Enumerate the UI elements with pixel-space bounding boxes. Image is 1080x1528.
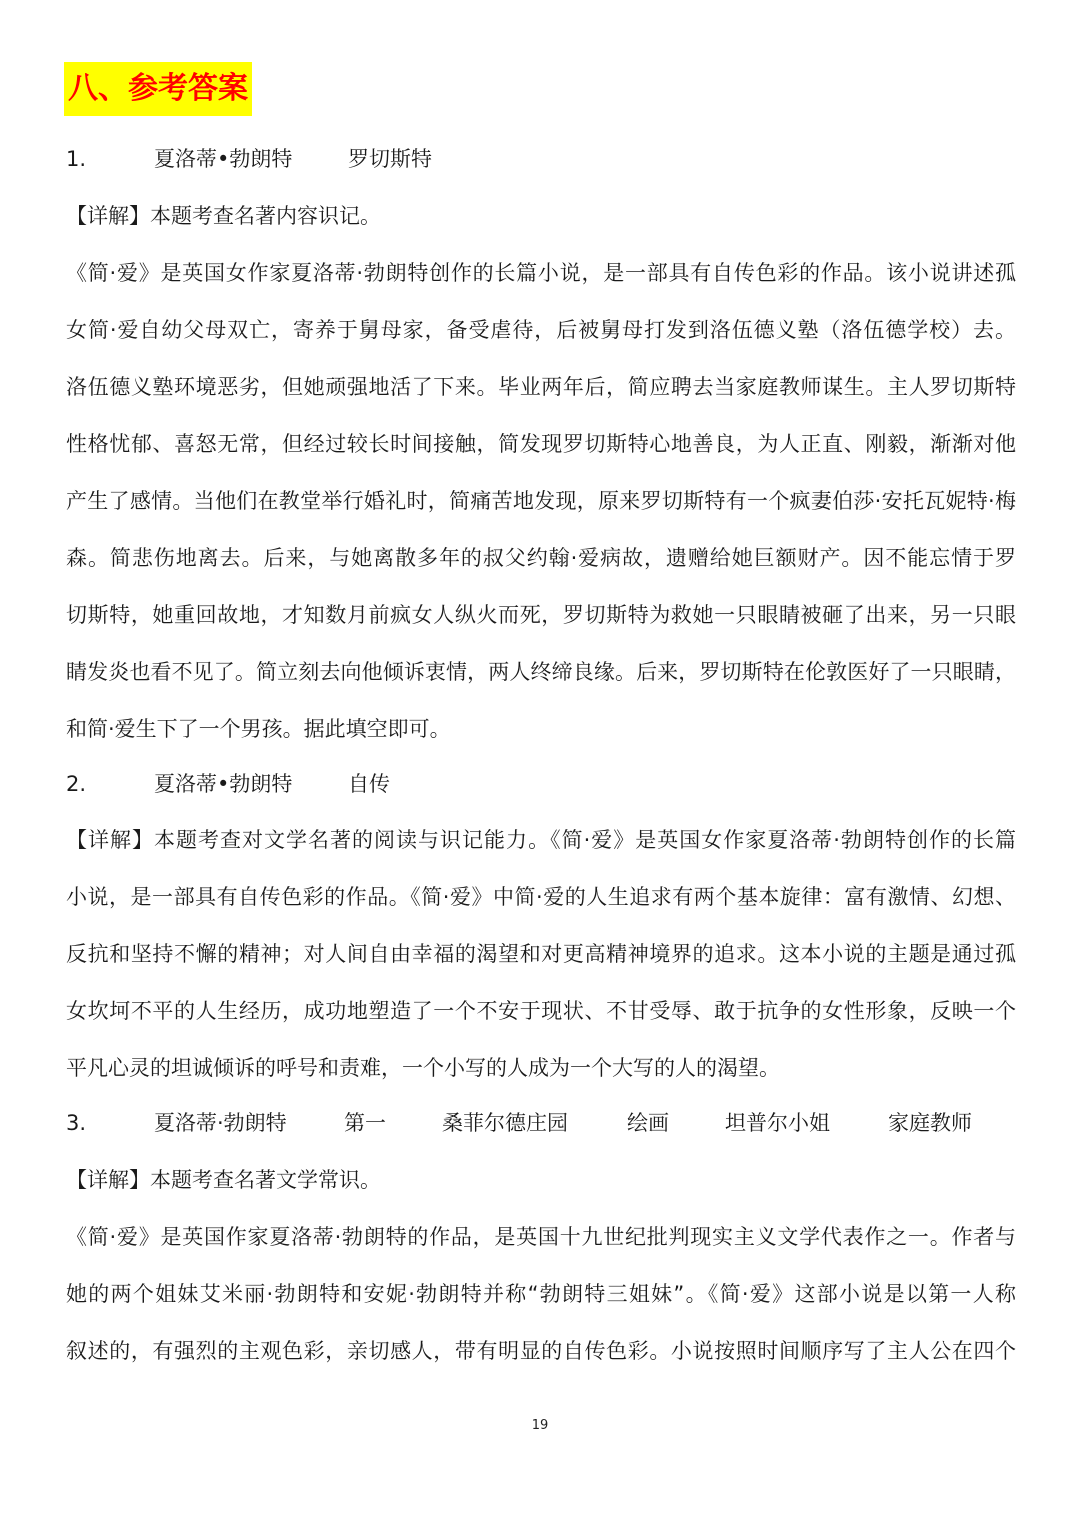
q2-number: 2. bbox=[66, 772, 87, 796]
q2-paragraph-line: 小说，是一部具有自传色彩的作品。《简·爱》中简·爱的人生追求有两个基本旋律：富有激情、幻想、 bbox=[66, 885, 1016, 909]
q2-paragraph-line: 【详解】本题考查对文学名著的阅读与识记能力。《简·爱》是英国女作家夏洛蒂·勃朗特创作的长篇 bbox=[66, 828, 1016, 852]
q1-paragraph-line: 女简·爱自幼父母双亡，寄养于舅母家，备受虐待，后被舅母打发到洛伍德义塾（洛伍德学校）去。 bbox=[66, 318, 1016, 342]
q1-paragraph-line: 性格忧郁、喜怒无常，但经过较长时间接触，简发现罗切斯特心地善良，为人正直、刚毅，渐渐对他 bbox=[66, 432, 1016, 456]
page-number: 19 bbox=[531, 1418, 549, 1433]
q2-paragraph-line: 女坎坷不平的人生经历，成功地塑造了一个不安于现状、不甘受辱、敢于抗争的女性形象，反映一个 bbox=[66, 999, 1016, 1023]
section-title: 八、参考答案 bbox=[64, 62, 252, 116]
q3-answer-5: 坦普尔小姐 bbox=[725, 1111, 830, 1135]
q1-paragraph-line: 切斯特，她重回故地，才知数月前疯女人纵火而死，罗切斯特为救她一只眼睛被砸了出来，另一只眼 bbox=[66, 603, 1016, 627]
q2-paragraph-line: 反抗和坚持不懈的精神；对人间自由幸福的渴望和对更高精神境界的追求。这本小说的主题是通过孤 bbox=[66, 942, 1016, 966]
q1-paragraph-line: 睛发炎也看不见了。简立刻去向他倾诉衷情，两人终缔良缘。后来，罗切斯特在伦敦医好了一只眼睛， bbox=[66, 660, 1016, 684]
q1-paragraph-line: 产生了感情。当他们在教堂举行婚礼时，简痛苦地发现，原来罗切斯特有一个疯妻伯莎·安托瓦妮特·梅 bbox=[66, 489, 1016, 513]
q3-answer-4: 绘画 bbox=[627, 1111, 669, 1135]
q3-answer-6: 家庭教师 bbox=[888, 1111, 972, 1135]
q1-paragraph-line: 《简·爱》是英国女作家夏洛蒂·勃朗特创作的长篇小说，是一部具有自传色彩的作品。该小说讲述孤 bbox=[66, 261, 1016, 285]
q2-answer-2: 自传 bbox=[348, 772, 390, 796]
q3-paragraph-line: 她的两个姐妹艾米丽·勃朗特和安妮·勃朗特并称“勃朗特三姐妹”。《简·爱》这部小说是以第一人称 bbox=[66, 1282, 1016, 1306]
q3-answer-line bbox=[66, 1108, 1016, 1138]
q3-paragraph-line: 叙述的，有强烈的主观色彩，亲切感人，带有明显的自传色彩。小说按照时间顺序写了主人公在四个 bbox=[66, 1339, 1016, 1363]
q2-answer-line bbox=[66, 769, 1016, 799]
q1-number: 1. bbox=[66, 147, 87, 171]
q3-answer-1: 夏洛蒂·勃朗特 bbox=[154, 1111, 287, 1135]
q1-answer-2: 罗切斯特 bbox=[348, 147, 432, 171]
q1-paragraph-line: 森。简悲伤地离去。后来，与她离散多年的叔父约翰·爱病故，遗赠给她巨额财产。因不能忘情于罗 bbox=[66, 546, 1016, 570]
q3-paragraph-line: 《简·爱》是英国作家夏洛蒂·勃朗特的作品，是英国十九世纪批判现实主义文学代表作之一。作者与 bbox=[66, 1225, 1016, 1249]
q1-paragraph-line: 和简·爱生下了一个男孩。据此填空即可。 bbox=[66, 717, 451, 741]
q3-number: 3. bbox=[66, 1111, 87, 1135]
q1-answer-1: 夏洛蒂•勃朗特 bbox=[154, 147, 293, 171]
q1-answer-line bbox=[66, 144, 1016, 174]
q2-paragraph-line: 平凡心灵的坦诚倾诉的呼号和责难，一个小写的人成为一个大写的人的渴望。 bbox=[66, 1056, 780, 1080]
q2-answer-1: 夏洛蒂•勃朗特 bbox=[154, 772, 293, 796]
q3-detail: 【详解】本题考查名著文学常识。 bbox=[66, 1168, 381, 1192]
q3-answer-2: 第一 bbox=[344, 1111, 386, 1135]
q3-answer-3: 桑菲尔德庄园 bbox=[442, 1111, 568, 1135]
q1-paragraph-line: 洛伍德义塾环境恶劣，但她顽强地活了下来。毕业两年后，简应聘去当家庭教师谋生。主人罗切斯特 bbox=[66, 375, 1016, 399]
q1-detail: 【详解】本题考查名著内容识记。 bbox=[66, 204, 381, 228]
